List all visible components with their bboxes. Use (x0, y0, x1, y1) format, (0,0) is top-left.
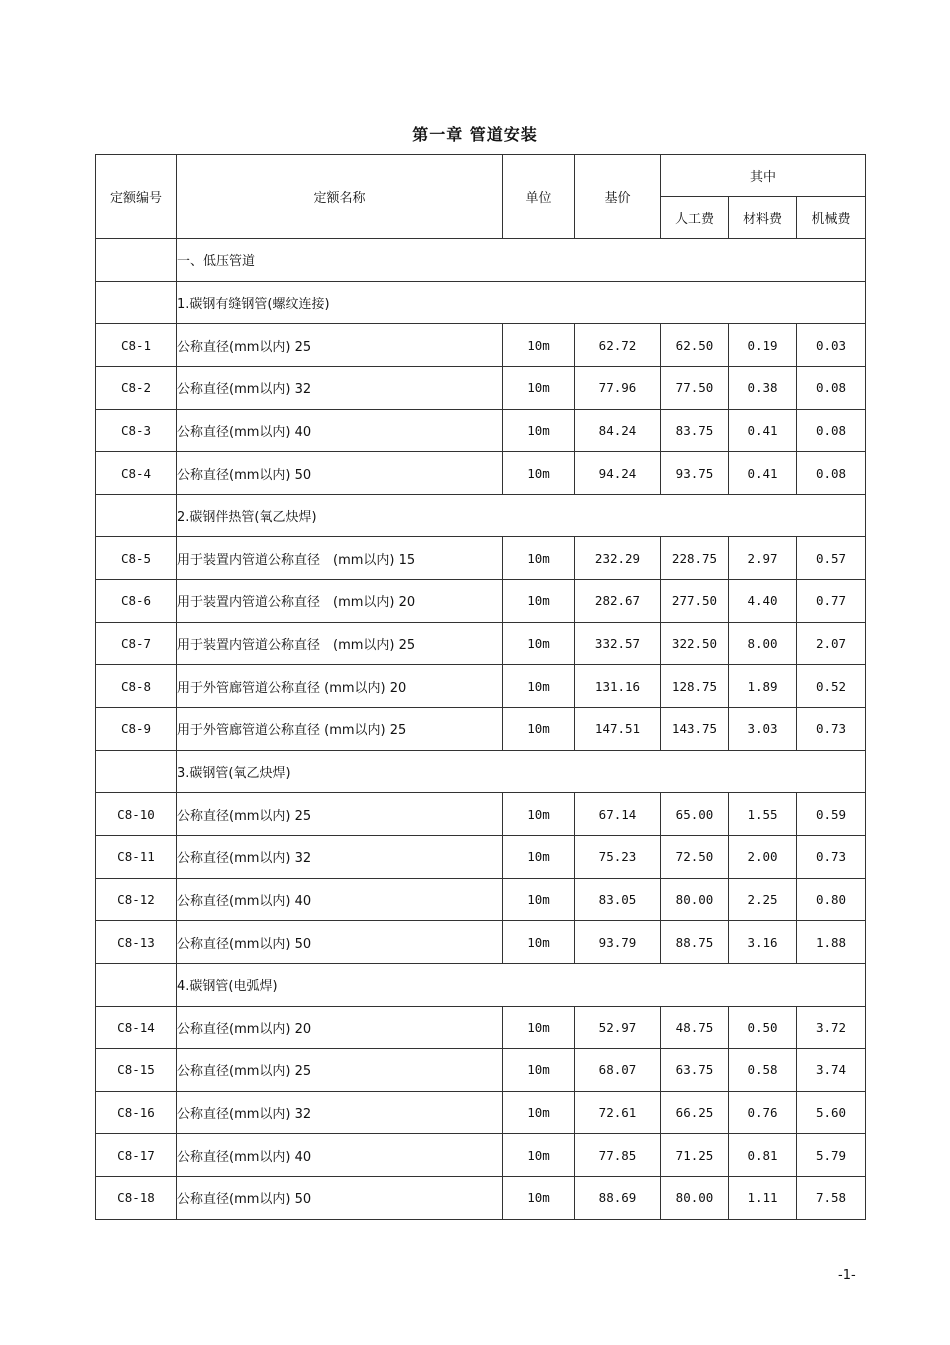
header-machine: 机械费 (797, 197, 866, 239)
table-row (96, 537, 866, 580)
quota-material-cost: 3.16 (729, 921, 797, 964)
section-row (96, 281, 866, 324)
section-title: 2.碳钢伴热管(氧乙炔焊) (177, 494, 866, 537)
table-row (96, 665, 866, 708)
quota-material-cost: 1.55 (729, 793, 797, 836)
quota-base-price: 75.23 (575, 835, 661, 878)
quota-base-price: 67.14 (575, 793, 661, 836)
table-row (96, 1177, 866, 1220)
table-row (96, 921, 866, 964)
quota-machine-cost: 0.08 (797, 366, 866, 409)
quota-machine-cost: 5.79 (797, 1134, 866, 1177)
quota-base-price: 68.07 (575, 1049, 661, 1092)
section-title: 一、低压管道 (177, 239, 866, 282)
quota-code: C8-9 (96, 708, 177, 751)
quota-name: 公称直径(mm以内) 40 (177, 1134, 503, 1177)
quota-base-price: 77.85 (575, 1134, 661, 1177)
quota-unit: 10m (503, 1006, 575, 1049)
quota-unit: 10m (503, 1134, 575, 1177)
quota-name: 公称直径(mm以内) 32 (177, 835, 503, 878)
quota-labor-cost: 63.75 (661, 1049, 729, 1092)
quota-labor-cost: 322.50 (661, 622, 729, 665)
table-row (96, 324, 866, 367)
quota-base-price: 52.97 (575, 1006, 661, 1049)
quota-material-cost: 0.38 (729, 366, 797, 409)
quota-name: 用于装置内管道公称直径 (mm以内) 15 (177, 537, 503, 580)
quota-labor-cost: 71.25 (661, 1134, 729, 1177)
quota-unit: 10m (503, 921, 575, 964)
quota-code: C8-16 (96, 1091, 177, 1134)
quota-material-cost: 2.00 (729, 835, 797, 878)
header-name: 定额名称 (177, 155, 503, 239)
quota-code: C8-8 (96, 665, 177, 708)
quota-name: 公称直径(mm以内) 40 (177, 878, 503, 921)
quota-labor-cost: 83.75 (661, 409, 729, 452)
quota-name: 公称直径(mm以内) 32 (177, 366, 503, 409)
quota-labor-cost: 62.50 (661, 324, 729, 367)
quota-material-cost: 1.11 (729, 1177, 797, 1220)
table-row (96, 580, 866, 623)
quota-name: 公称直径(mm以内) 50 (177, 1177, 503, 1220)
quota-name: 公称直径(mm以内) 50 (177, 921, 503, 964)
quota-code: C8-12 (96, 878, 177, 921)
quota-code: C8-6 (96, 580, 177, 623)
table-row (96, 452, 866, 495)
quota-base-price: 77.96 (575, 366, 661, 409)
table-row (96, 1006, 866, 1049)
quota-code: C8-13 (96, 921, 177, 964)
quota-labor-cost: 228.75 (661, 537, 729, 580)
quota-labor-cost: 277.50 (661, 580, 729, 623)
quota-machine-cost: 0.73 (797, 708, 866, 751)
header-code: 定额编号 (96, 155, 177, 239)
quota-unit: 10m (503, 409, 575, 452)
section-code-cell (96, 239, 177, 282)
quota-base-price: 83.05 (575, 878, 661, 921)
quota-labor-cost: 80.00 (661, 878, 729, 921)
quota-machine-cost: 7.58 (797, 1177, 866, 1220)
quota-machine-cost: 3.72 (797, 1006, 866, 1049)
quota-name: 公称直径(mm以内) 32 (177, 1091, 503, 1134)
quota-name: 公称直径(mm以内) 25 (177, 793, 503, 836)
header-unit: 单位 (503, 155, 575, 239)
table-row (96, 1091, 866, 1134)
quota-code: C8-2 (96, 366, 177, 409)
section-row (96, 494, 866, 537)
quota-code: C8-5 (96, 537, 177, 580)
quota-machine-cost: 0.59 (797, 793, 866, 836)
quota-material-cost: 0.76 (729, 1091, 797, 1134)
quota-material-cost: 0.41 (729, 452, 797, 495)
quota-code: C8-18 (96, 1177, 177, 1220)
quota-machine-cost: 0.52 (797, 665, 866, 708)
quota-labor-cost: 66.25 (661, 1091, 729, 1134)
quota-material-cost: 1.89 (729, 665, 797, 708)
quota-machine-cost: 5.60 (797, 1091, 866, 1134)
quota-unit: 10m (503, 1091, 575, 1134)
quota-unit: 10m (503, 324, 575, 367)
quota-machine-cost: 0.73 (797, 835, 866, 878)
quota-base-price: 232.29 (575, 537, 661, 580)
quota-machine-cost: 0.08 (797, 452, 866, 495)
quota-base-price: 282.67 (575, 580, 661, 623)
section-code-cell (96, 281, 177, 324)
quota-unit: 10m (503, 622, 575, 665)
quota-code: C8-4 (96, 452, 177, 495)
quota-name: 用于外管廊管道公称直径 (mm以内) 25 (177, 708, 503, 751)
quota-code: C8-7 (96, 622, 177, 665)
table-row (96, 409, 866, 452)
table-row (96, 1134, 866, 1177)
quota-material-cost: 8.00 (729, 622, 797, 665)
header-material: 材料费 (729, 197, 797, 239)
section-row (96, 750, 866, 793)
quota-name: 公称直径(mm以内) 25 (177, 324, 503, 367)
quota-labor-cost: 88.75 (661, 921, 729, 964)
quota-material-cost: 2.97 (729, 537, 797, 580)
table-row (96, 708, 866, 751)
quota-unit: 10m (503, 452, 575, 495)
quota-material-cost: 0.19 (729, 324, 797, 367)
quota-name: 公称直径(mm以内) 40 (177, 409, 503, 452)
quota-labor-cost: 72.50 (661, 835, 729, 878)
quota-machine-cost: 0.03 (797, 324, 866, 367)
quota-machine-cost: 0.57 (797, 537, 866, 580)
quota-machine-cost: 0.77 (797, 580, 866, 623)
quota-unit: 10m (503, 1049, 575, 1092)
quota-unit: 10m (503, 793, 575, 836)
quota-unit: 10m (503, 366, 575, 409)
quota-code: C8-3 (96, 409, 177, 452)
quota-labor-cost: 143.75 (661, 708, 729, 751)
quota-material-cost: 0.58 (729, 1049, 797, 1092)
table-row (96, 835, 866, 878)
section-code-cell (96, 750, 177, 793)
quota-base-price: 332.57 (575, 622, 661, 665)
section-title: 4.碳钢管(电弧焊) (177, 963, 866, 1006)
quota-name: 公称直径(mm以内) 50 (177, 452, 503, 495)
quota-base-price: 147.51 (575, 708, 661, 751)
quota-material-cost: 2.25 (729, 878, 797, 921)
quota-base-price: 88.69 (575, 1177, 661, 1220)
quota-material-cost: 0.50 (729, 1006, 797, 1049)
quota-table (95, 154, 866, 1220)
quota-machine-cost: 0.08 (797, 409, 866, 452)
quota-labor-cost: 65.00 (661, 793, 729, 836)
quota-base-price: 93.79 (575, 921, 661, 964)
quota-unit: 10m (503, 835, 575, 878)
quota-base-price: 131.16 (575, 665, 661, 708)
quota-unit: 10m (503, 878, 575, 921)
table-row (96, 1049, 866, 1092)
header-base-price: 基价 (575, 155, 661, 239)
quota-base-price: 62.72 (575, 324, 661, 367)
quota-name: 公称直径(mm以内) 20 (177, 1006, 503, 1049)
section-row (96, 239, 866, 282)
quota-code: C8-15 (96, 1049, 177, 1092)
table-row (96, 793, 866, 836)
section-row (96, 963, 866, 1006)
quota-unit: 10m (503, 665, 575, 708)
table-row (96, 878, 866, 921)
header-labor: 人工费 (661, 197, 729, 239)
quota-code: C8-17 (96, 1134, 177, 1177)
quota-labor-cost: 80.00 (661, 1177, 729, 1220)
quota-unit: 10m (503, 1177, 575, 1220)
quota-code: C8-11 (96, 835, 177, 878)
page-number: -1- (838, 1268, 856, 1283)
table-body (96, 239, 866, 1220)
page-title: 第一章 管道安装 (412, 125, 538, 144)
quota-material-cost: 4.40 (729, 580, 797, 623)
quota-labor-cost: 77.50 (661, 366, 729, 409)
section-code-cell (96, 963, 177, 1006)
quota-labor-cost: 48.75 (661, 1006, 729, 1049)
quota-unit: 10m (503, 708, 575, 751)
quota-name: 用于外管廊管道公称直径 (mm以内) 20 (177, 665, 503, 708)
quota-base-price: 94.24 (575, 452, 661, 495)
quota-name: 公称直径(mm以内) 25 (177, 1049, 503, 1092)
quota-machine-cost: 3.74 (797, 1049, 866, 1092)
quota-base-price: 72.61 (575, 1091, 661, 1134)
quota-code: C8-1 (96, 324, 177, 367)
quota-material-cost: 3.03 (729, 708, 797, 751)
quota-unit: 10m (503, 580, 575, 623)
section-title: 1.碳钢有缝钢管(螺纹连接) (177, 281, 866, 324)
header-of-which: 其中 (661, 155, 866, 197)
quota-machine-cost: 0.80 (797, 878, 866, 921)
table-row (96, 366, 866, 409)
quota-machine-cost: 2.07 (797, 622, 866, 665)
quota-material-cost: 0.81 (729, 1134, 797, 1177)
quota-machine-cost: 1.88 (797, 921, 866, 964)
quota-material-cost: 0.41 (729, 409, 797, 452)
quota-name: 用于装置内管道公称直径 (mm以内) 25 (177, 622, 503, 665)
section-code-cell (96, 494, 177, 537)
section-title: 3.碳钢管(氧乙炔焊) (177, 750, 866, 793)
quota-name: 用于装置内管道公称直径 (mm以内) 20 (177, 580, 503, 623)
quota-base-price: 84.24 (575, 409, 661, 452)
quota-code: C8-14 (96, 1006, 177, 1049)
quota-labor-cost: 128.75 (661, 665, 729, 708)
table-row (96, 622, 866, 665)
quota-labor-cost: 93.75 (661, 452, 729, 495)
quota-unit: 10m (503, 537, 575, 580)
quota-code: C8-10 (96, 793, 177, 836)
